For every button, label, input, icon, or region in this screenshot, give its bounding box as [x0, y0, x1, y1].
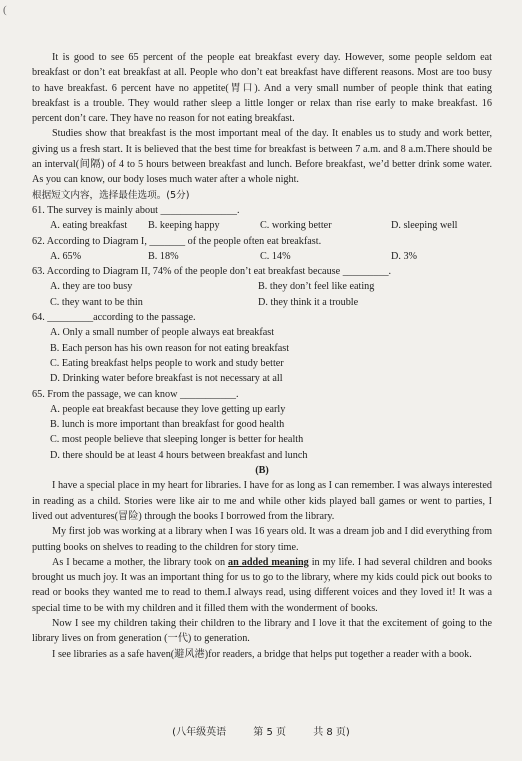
option-a[interactable]: A. they are too busy [50, 281, 133, 293]
question-stem: 64. _________according to the passage. [32, 312, 196, 324]
page-footer [0, 723, 522, 738]
page-content [32, 50, 492, 662]
passage-b-paragraph-5: I see libraries as a safe haven(避风港)for readers, a bridge that helps put together a reader with a book. [52, 648, 472, 660]
options-row [32, 295, 492, 310]
question-63 [32, 264, 492, 310]
option-a[interactable]: A. people eat breakfast because they love getting up early [50, 403, 286, 415]
option-d[interactable]: D. Drinking water before breakfast is not necessary at all [50, 373, 283, 385]
passage-a-paragraph-2: Studies show that breakfast is the most important meal of the day. It enables us to study and work better, giving us a fresh start. It is believed that the best time for breakfast is between 7 a.m. and 8 a.m.There should be an interval(间隔) of 4 to 5 hours between breakfast and lunch. Before breakfast, we’d better drink some water. As you can know, our body loses much water after a whole night. [32, 128, 492, 186]
option-b[interactable]: B. they don’t feel like eating [258, 281, 375, 293]
option-d[interactable]: D. sleeping well [391, 220, 458, 232]
question-stem: 62. According to Diagram I, _______ of the people often eat breakfast. [32, 235, 322, 247]
instruction: 根据短文内容，选择最佳选项。(5分) [32, 189, 190, 201]
footer-page-number: 第 5 页 [253, 727, 286, 738]
question-62 [32, 234, 492, 265]
paragraph-text-start: As I became a mother, the library took on [52, 556, 229, 568]
question-stem: 65. From the passage, we can know ___________. [32, 388, 239, 400]
options-row [32, 218, 492, 233]
option-a[interactable]: A. eating breakfast [50, 220, 128, 232]
option-a[interactable]: A. Only a small number of people always eat breakfast [50, 327, 275, 339]
options-row [32, 249, 492, 264]
option-c[interactable]: C. working better [260, 220, 332, 232]
option-b[interactable]: B. 18% [148, 250, 179, 262]
option-d[interactable]: D. 3% [391, 250, 418, 262]
option-d[interactable]: D. they think it a trouble [258, 296, 359, 308]
option-c[interactable]: C. most people believe that sleeping longer is better for health [50, 434, 304, 446]
question-61 [32, 203, 492, 234]
option-b[interactable]: B. lunch is more important than breakfast for good health [50, 419, 285, 431]
footer-grade: (八年级英语 [172, 727, 227, 738]
option-d[interactable]: D. there should be at least 4 hours between breakfast and lunch [50, 449, 308, 461]
options-row [32, 279, 492, 294]
option-b[interactable]: B. Each person has his own reason for not eating breakfast [50, 342, 290, 354]
passage-b-paragraph-4: Now I see my children taking their children to the library and I love it that the excitement of going to the library lives on from generation (一代) to generation. [32, 617, 492, 645]
passage-a-paragraph-1: It is good to see 65 percent of the people eat breakfast every day. However, some people seldom eat breakfast or don’t eat breakfast at all. People who don’t eat breakfast have different reasons. Most are too busy to have breakfast. 6 percent have no appetite(胃口). And a very small number of people think that eating breakfast is a trouble. They would rather sleep a little longer or relax than rise early to make breakfast. 16 percent don’t care. They have no reason for not eating breakfast. [32, 52, 492, 125]
option-c[interactable]: C. they want to be thin [50, 296, 143, 308]
option-c[interactable]: C. Eating breakfast helps people to work and study better [50, 357, 284, 369]
question-64 [32, 310, 492, 386]
section-b-title: (B) [255, 465, 269, 477]
footer-total-pages: 共 8 页) [313, 727, 350, 738]
question-stem: 63. According to Diagram II, 74% of the people don’t eat breakfast because _________. [32, 266, 392, 278]
paragraph-text-end: in my life. I had several children and books brought us much joy. It was an important thing for us to go to the library, where my kids could pick out books to read or books they wanted me to read to them.I always read, using different voices and they loved it! It was a special time to be with my children and it filled them with the wonderment of books. [32, 556, 492, 614]
passage-b-paragraph-2: My first job was working at a library when I was 16 years old. It was a dream job and I did everything from putting books on shelves to reading to the children for story time. [32, 526, 492, 553]
option-c[interactable]: C. 14% [260, 250, 291, 262]
option-b[interactable]: B. keeping happy [148, 220, 220, 232]
question-65 [32, 387, 492, 463]
edge-mark: ( [3, 4, 7, 16]
underlined-phrase: an added meaning [228, 556, 309, 568]
passage-b-paragraph-1: I have a special place in my heart for libraries. I have for as long as I can remember. I was always interested in reading as a child. Stories were like air to me and while other kids played ball games or went to parties, I lived out adventures(冒险) through the books I borrowed from the library. [32, 480, 492, 522]
passage-b-paragraph-3 [32, 555, 492, 616]
option-a[interactable]: A. 65% [50, 250, 82, 262]
question-stem: 61. The survey is mainly about _______________. [32, 204, 240, 216]
